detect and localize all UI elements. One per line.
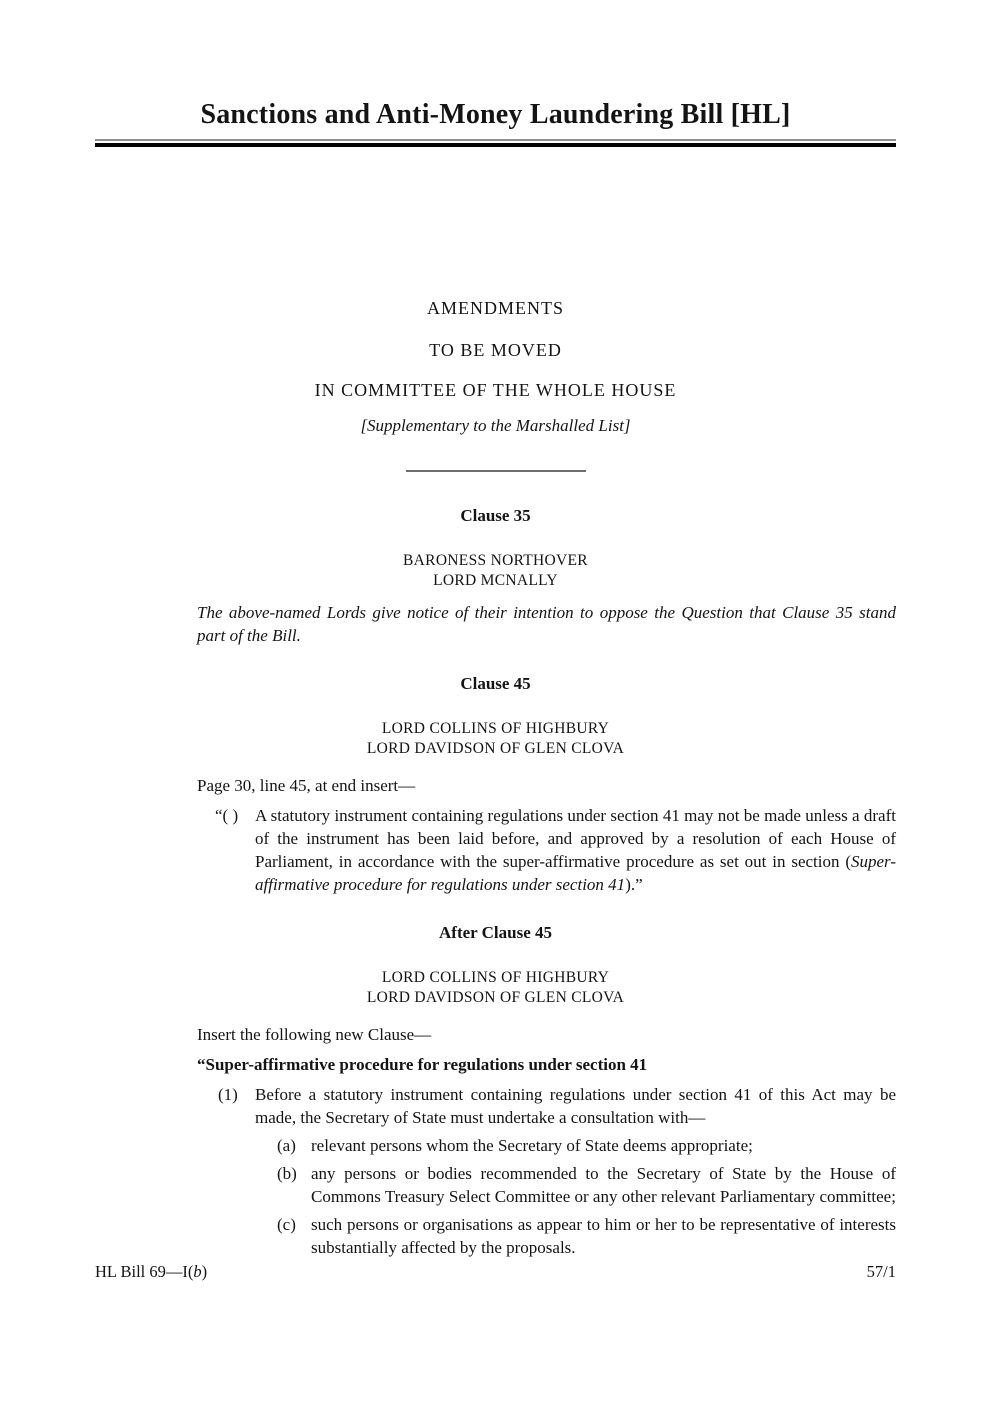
page-footer — [95, 1261, 896, 1282]
page-code: 57/1 — [866, 1262, 896, 1281]
new-clause-subsection-1 — [218, 1083, 896, 1129]
sponsor-name: LORD COLLINS OF HIGHBURY — [381, 969, 610, 986]
header-committee: IN COMMITTEE OF THE WHOLE HOUSE — [314, 380, 677, 400]
header-subtitle: [Supplementary to the Marshalled List] — [360, 416, 631, 435]
clause-45-body — [197, 774, 896, 896]
subsection-marker: (1) — [218, 1085, 238, 1104]
sponsor-name: LORD MCNALLY — [433, 572, 558, 589]
clause-35-sponsors — [95, 551, 896, 591]
sponsor-name: BARONESS NORTHOVER — [403, 552, 588, 569]
clause-35-heading: Clause 35 — [460, 506, 531, 525]
amendment-instruction: Page 30, line 45, at end insert— — [197, 776, 416, 795]
header-amendments: AMENDMENTS — [426, 298, 564, 318]
new-clause-instruction: Insert the following new Clause— — [197, 1025, 432, 1044]
after-clause-45-body — [197, 1023, 896, 1259]
paragraph-text — [255, 804, 896, 896]
section-after-clause-45 — [95, 922, 896, 1259]
list-item-text: such persons or organisations as appear to him or her to be representative of interests substantially affected by the proposals. — [311, 1215, 896, 1257]
paragraph-run: A statutory instrument containing regulations under section 41 may not be made unless a draft of the instrument has been laid before, and approved by a resolution of each House of Parliament, in accordance with the super-affirmative procedure as set out in section ( — [255, 806, 896, 871]
list-item-marker: (a) — [277, 1136, 296, 1155]
after-clause-45-heading: After Clause 45 — [439, 923, 552, 942]
paragraph-marker: “( ) — [215, 806, 239, 825]
subsection-text: Before a statutory instrument containing regulations under section 41 of this Act may be made, the Secretary of State must undertake a consultation with— — [255, 1085, 896, 1127]
amendment-paragraph — [215, 804, 896, 896]
bill-title: Sanctions and Anti-Money Laundering Bill [HL] — [200, 99, 791, 130]
separator-rule — [406, 470, 586, 472]
list-item-marker: (c) — [277, 1215, 296, 1234]
bill-reference-italic: b — [193, 1262, 202, 1281]
sponsor-name: LORD DAVIDSON OF GLEN CLOVA — [366, 740, 625, 757]
list-item-marker: (b) — [277, 1164, 297, 1183]
section-clause-35 — [95, 505, 896, 647]
after-clause-45-sponsors — [95, 968, 896, 1008]
sponsor-name: LORD DAVIDSON OF GLEN CLOVA — [366, 989, 625, 1006]
bill-reference — [95, 1261, 207, 1282]
new-clause-title: “Super-affirmative procedure for regulations under section 41 — [197, 1055, 648, 1074]
list-item-a — [277, 1134, 896, 1157]
title-rule — [95, 139, 896, 147]
document-header — [95, 297, 896, 472]
paragraph-run: ).” — [625, 875, 643, 894]
section-clause-45 — [95, 673, 896, 896]
list-item-text: any persons or bodies recommended to the Secretary of State by the House of Commons Treasury Select Committee or any other relevant Parliamentary committee; — [311, 1164, 896, 1206]
bill-reference-text: ) — [201, 1262, 208, 1281]
clause-45-sponsors — [95, 719, 896, 759]
list-item-c — [277, 1213, 896, 1259]
list-item-b — [277, 1162, 896, 1208]
clause-45-heading: Clause 45 — [460, 674, 531, 693]
clause-35-notice: The above-named Lords give notice of their intention to oppose the Question that Clause 35 stand part of the Bill. — [197, 603, 896, 645]
list-item-text: relevant persons whom the Secretary of State deems appropriate; — [311, 1136, 753, 1155]
sponsor-name: LORD COLLINS OF HIGHBURY — [381, 720, 610, 737]
paragraph-run-italic: Super-affirmative procedure for regulations under section 41 — [255, 852, 896, 894]
bill-reference-text: HL Bill 69—I( — [95, 1262, 194, 1281]
header-to-be-moved: TO BE MOVED — [429, 340, 562, 360]
